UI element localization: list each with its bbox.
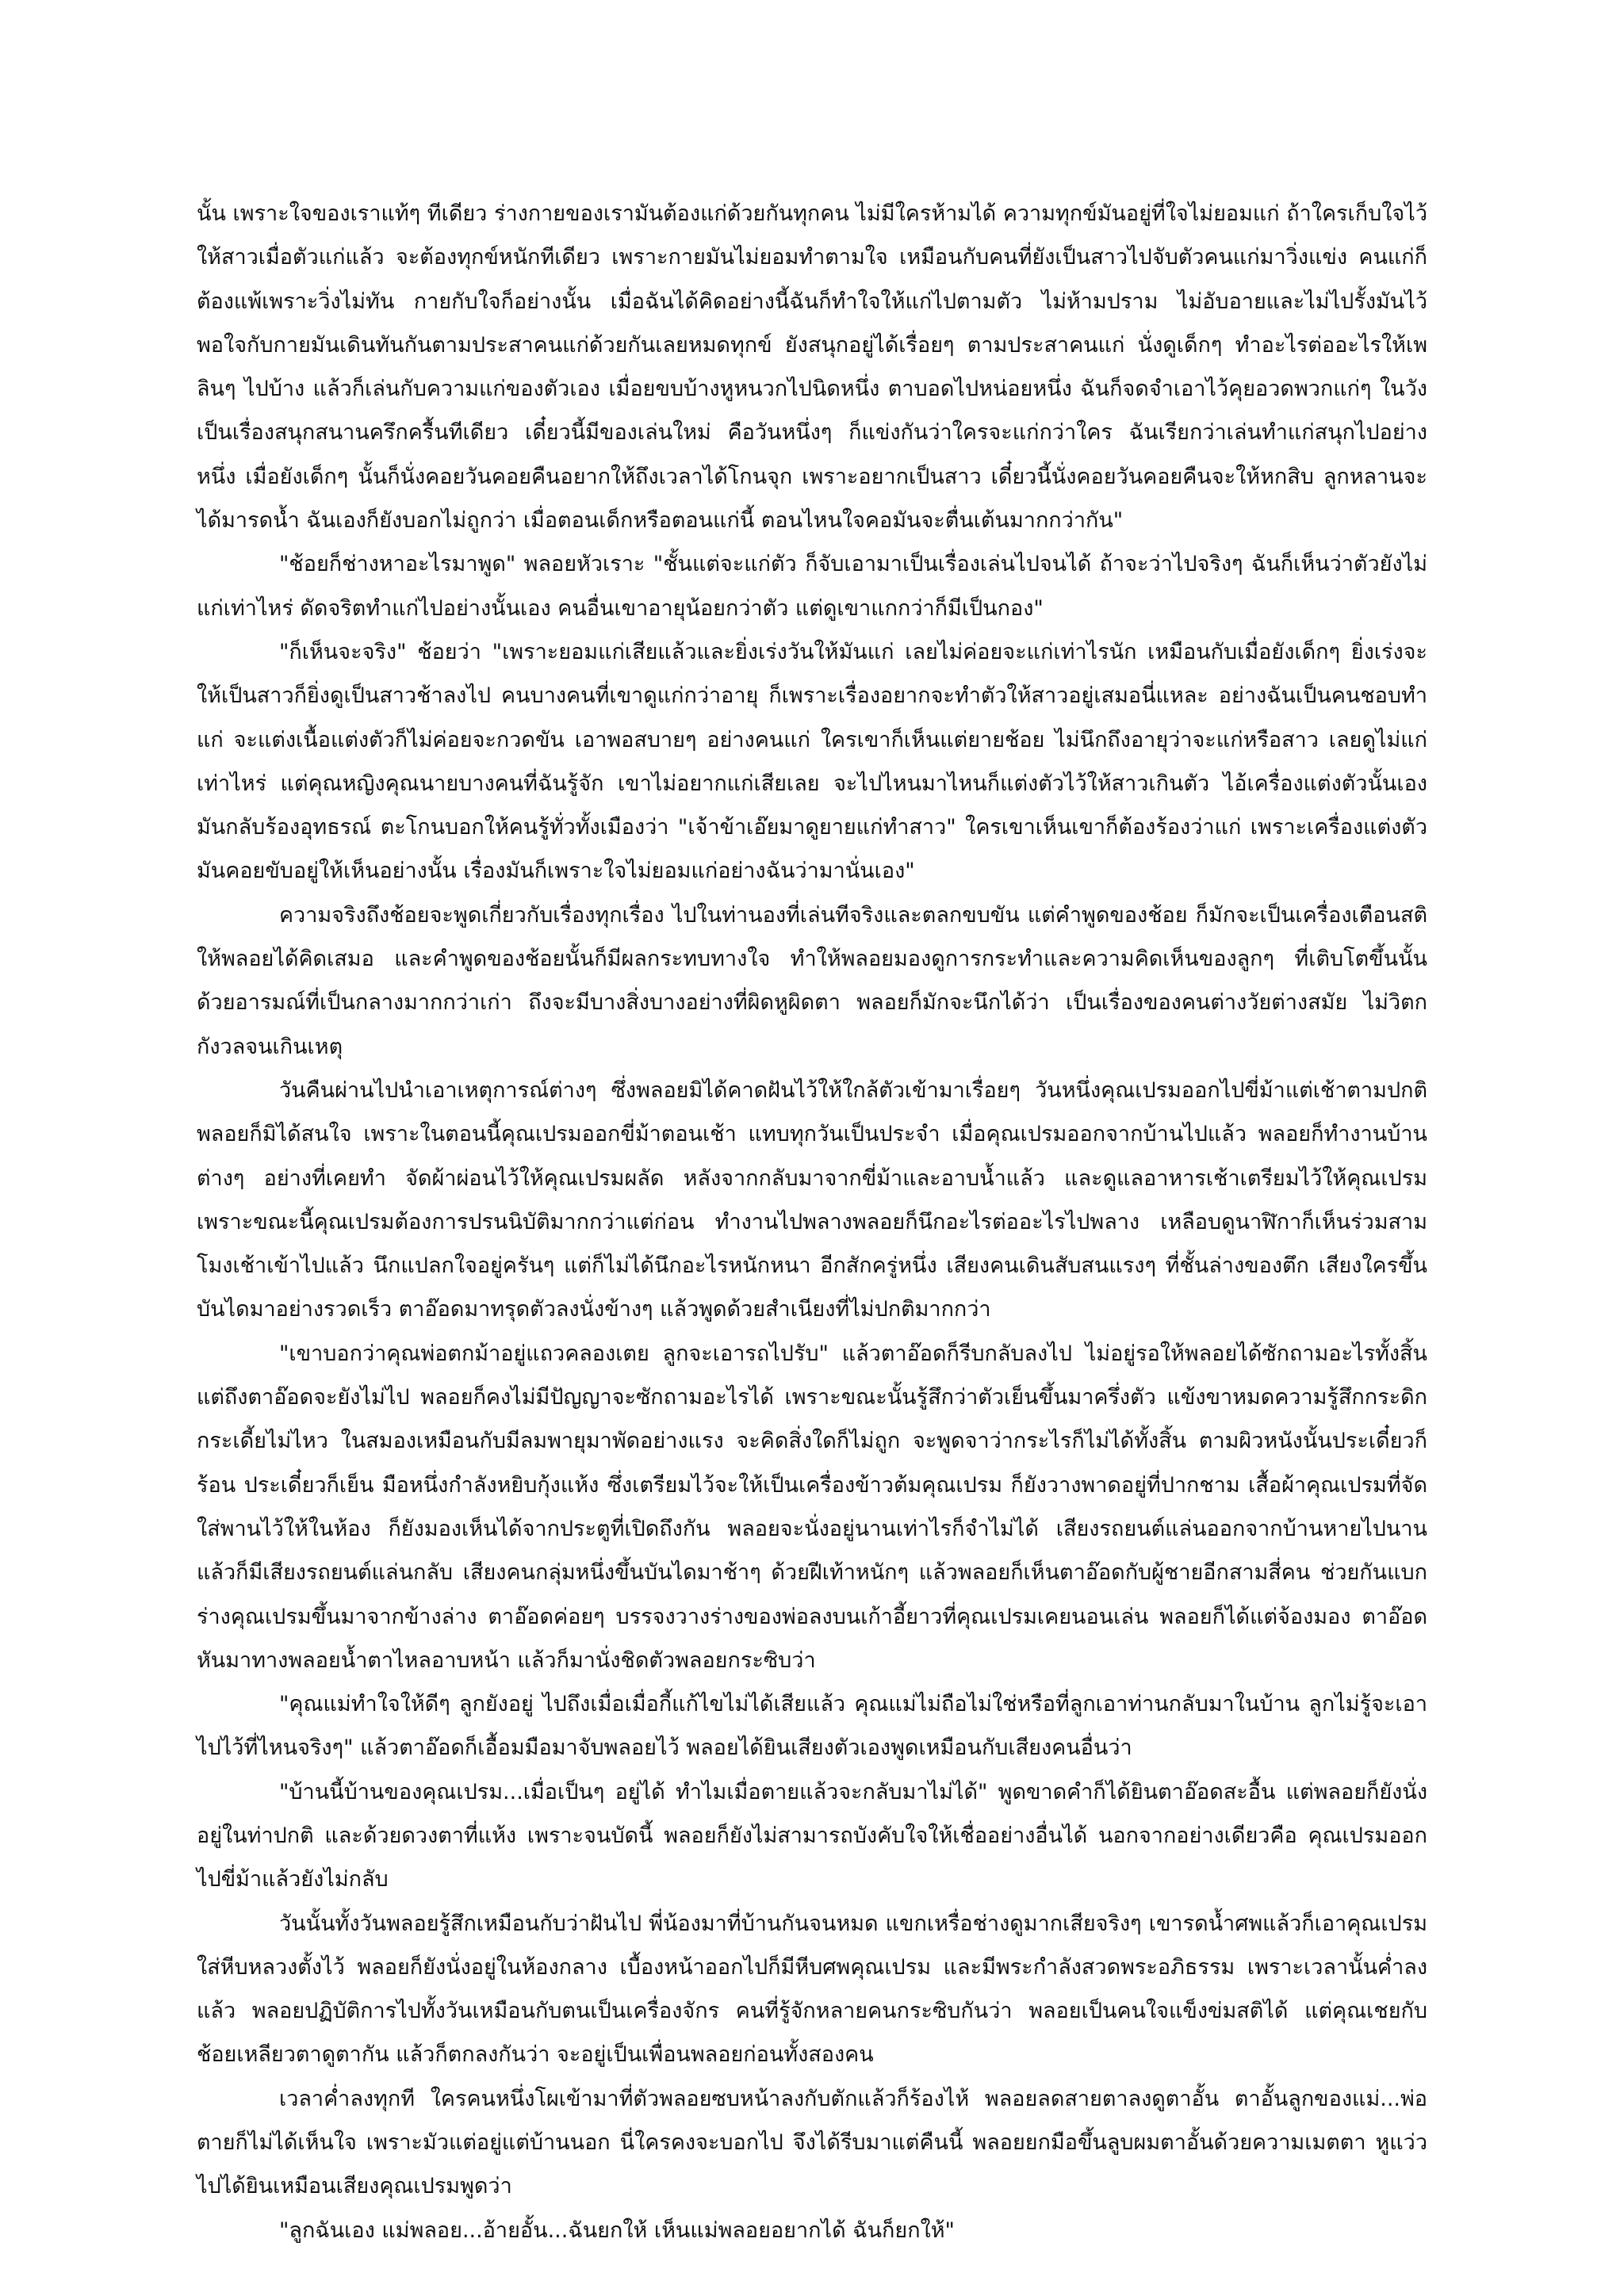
paragraph-1: นั้น เพราะใจของเราแท้ๆ ทีเดียว ร่างกายของเรามันต้องแก่ด้วยกันทุกคน ไม่มีใครห้ามได้ ความทุกข์มันอยู่ที่ใจไม่ยอมแก่ ถ้าใครเก็บใจไว้ให้สาวเมื่อตัวแก่แล้ว จะต้องทุกข์หนักทีเดียว เพราะกายมันไม่ยอมทำตามใจ เหมือนกับคนที่ยังเป็นสาวไปจับตัวคนแก่มาวิ่งแข่ง คนแก่ก็ต้องแพ้เพราะวิ่งไม่ทัน กายกับใจก็อย่างนั้น เมื่อฉันได้คิดอย่างนี้ฉันก็ทำใจให้แก่ไปตามตัว ไม่ห้ามปราม ไม่อับอายและไม่ไปรั้งมันไว้ พอใจกับกายมันเดินทันกันตามประสาคนแก่ด้วยกันเลยหมดทุกข์ ยังสนุกอยู่ได้เรื่อยๆ ตามประสาคนแก่ นั่งดูเด็กๆ ทำอะไรต่ออะไรให้เพลินๆ ไปบ้าง แล้วก็เล่นกับความแก่ของตัวเอง เมื่อยขบบ้างหูหนวกไปนิดหนึ่ง ตาบอดไปหน่อยหนึ่ง ฉันก็จดจำเอาไว้คุยอวดพวกแก่ๆ ในวัง เป็นเรื่องสนุกสนานครึกครื้นทีเดียว เดี๋ยวนี้มีของเล่นใหม่ คือวันหนึ่งๆ ก็แข่งกันว่าใครจะแก่กว่าใคร ฉันเรียกว่าเล่นทำแก่สนุกไปอย่างหนึ่ง เมื่อยังเด็กๆ นั้นก็นั่งคอยวันคอยคืนอยากให้ถึงเวลาได้โกนจุก เพราะอยากเป็นสาว เดี๋ยวนี้นั่งคอยวันคอยคืนจะให้หกสิบ ลูกหลานจะได้มารดน้ำ ฉันเองก็ยังบอกไม่ถูกว่า เมื่อตอนเด็กหรือตอนแก่นี้ ตอนไหนใจคอมันจะตื่นเต้นมากกว่ากัน": [197, 201, 1427, 534]
document-page: [197, 192, 1427, 2252]
paragraph-2: "ช้อยก็ช่างหาอะไรมาพูด" พลอยหัวเราะ "ชั้นแต่จะแก่ตัว ก็จับเอามาเป็นเรื่องเล่นไปจนได้ ถ้าจะว่าไปจริงๆ ฉันก็เห็นว่าตัวยังไม่แก่เท่าไหร่ ดัดจริตทำแก่ไปอย่างนั้นเอง คนอื่นเขาอายุน้อยกว่าตัว แต่ดูเขาแกกว่าก็มีเป็นกอง": [197, 552, 1427, 621]
paragraph-10: เวลาค่ำลงทุกที ใครคนหนึ่งโผเข้ามาที่ตัวพลอยซบหน้าลงกับตักแล้วก็ร้องไห้ พลอยลดสายตาลงดูตาอั้น ตาอั้นลูกของแม่...พ่อตายก็ไม่ได้เห็นใจ เพราะมัวแต่อยู่แต่บ้านนอก นี่ใครคงจะบอกไป จึงได้รีบมาแต่คืนนี้ พลอยยกมือขึ้นลูบผมตาอั้นด้วยความเมตตา หูแว่วไปได้ยินเหมือนเสียงคุณเปรมพูดว่า: [197, 2086, 1427, 2199]
paragraph-11: "ลูกฉันเอง แม่พลอย...อ้ายอั้น...ฉันยกให้ เห็นแม่พลอยอยากได้ ฉันก็ยกให้": [279, 2218, 955, 2243]
paragraph-3: "ก็เห็นจะจริง" ช้อยว่า "เพราะยอมแก่เสียแล้วและยิ่งเร่งวันให้มันแก่ เลยไม่ค่อยจะแก่เท่าไรนัก เหมือนกับเมื่อยังเด็กๆ ยิ่งเร่งจะให้เป็นสาวก็ยิ่งดูเป็นสาวช้าลงไป คนบางคนที่เขาดูแก่กว่าอายุ ก็เพราะเรื่องอยากจะทำตัวให้สาวอยู่เสมอนี่แหละ อย่างฉันเป็นคนชอบทำแก่ จะแต่งเนื้อแต่งตัวก็ไม่ค่อยจะกวดขัน เอาพอสบายๆ อย่างคนแก่ ใครเขาก็เห็นแต่ยายช้อย ไม่นึกถึงอายุว่าจะแก่หรือสาว เลยดูไม่แก่เท่าไหร่ แต่คุณหญิงคุณนายบางคนที่ฉันรู้จัก เขาไม่อยากแก่เสียเลย จะไปไหนมาไหนก็แต่งตัวไว้ให้สาวเกินตัว ไอ้เครื่องแต่งตัวนั้นเอง มันกลับร้องอุทธรณ์ ตะโกนบอกให้คนรู้ทั่วทั้งเมืองว่า "เจ้าข้าเอ๊ยมาดูยายแก่ทำสาว" ใครเขาเห็นเขาก็ต้องร้องว่าแก่ เพราะเครื่องแต่งตัวมันคอยขับอยู่ให้เห็นอย่างนั้น เรื่องมันก็เพราะใจไม่ยอมแก่อย่างฉันว่ามานั่นเอง": [197, 639, 1427, 884]
paragraph-4: ความจริงถึงช้อยจะพูดเกี่ยวกับเรื่องทุกเรื่อง ไปในท่านองที่เล่นทีจริงและตลกขบขัน แต่คำพูดของช้อย ก็มักจะเป็นเครื่องเตือนสติให้พลอยได้คิดเสมอ และคำพูดของช้อยนั้นก็มีผลกระทบทางใจ ทำให้พลอยมองดูการกระทำและความคิดเห็นของลูกๆ ที่เติบโตขึ้นนั้น ด้วยอารมณ์ที่เป็นกลางมากกว่าเก่า ถึงจะมีบางสิ่งบางอย่างที่ผิดหูผิดตา พลอยก็มักจะนึกได้ว่า เป็นเรื่องของคนต่างวัยต่างสมัย ไม่วิตกกังวลจนเกินเหตุ: [197, 902, 1427, 1059]
paragraph-9: วันนั้นทั้งวันพลอยรู้สึกเหมือนกับว่าฝันไป พี่น้องมาที่บ้านกันจนหมด แขกเหรื่อช่างดูมากเสียจริงๆ เขารดน้ำศพแล้วก็เอาคุณเปรมใส่หีบหลวงตั้งไว้ พลอยก็ยังนั่งอยู่ในห้องกลาง เบื้องหน้าออกไปก็มีหีบศพคุณเปรม และมีพระกำลังสวดพระอภิธรรม เพราะเวลานั้นค่ำลงแล้ว พลอยปฏิบัติการไปทั้งวันเหมือนกับตนเป็นเครื่องจักร คนที่รู้จักหลายคนกระซิบกันว่า พลอยเป็นคนใจแข็งข่มสติได้ แต่คุณเชยกับช้อยเหลียวตาดูตากัน แล้วก็ตกลงกันว่า จะอยู่เป็นเพื่อนพลอยก่อนทั้งสองคน: [197, 1911, 1427, 2068]
paragraph-6: "เขาบอกว่าคุณพ่อตกม้าอยู่แถวคลองเตย ลูกจะเอารถไปรับ" แล้วตาอ๊อดก็รีบกลับลงไป ไม่อยู่รอให้พลอยได้ซักถามอะไรทั้งสิ้น แต่ถึงตาอ๊อดจะยังไม่ไป พลอยก็คงไม่มีปัญญาจะซักถามอะไรได้ เพราะขณะนั้นรู้สึกว่าตัวเย็นขึ้นมาครึ่งตัว แข้งขาหมดความรู้สึกกระดิกกระเดี้ยไม่ไหว ในสมองเหมือนกับมีลมพายุมาพัดอย่างแรง จะคิดสิ่งใดก็ไม่ถูก จะพูดจาว่ากระไรก็ไม่ได้ทั้งสิ้น ตามผิวหนังนั้นประเดี๋ยวก็ร้อน ประเดี๋ยวก็เย็น มือหนึ่งกำลังหยิบกุ้งแห้ง ซึ่งเตรียมไว้จะให้เป็นเครื่องข้าวต้มคุณเปรม ก็ยังวางพาดอยู่ที่ปากชาม เสื้อผ้าคุณเปรมที่จัดใส่พานไว้ให้ในห้อง ก็ยังมองเห็นได้จากประตูที่เปิดถึงกัน พลอยจะนั่งอยู่นานเท่าไรก็จำไม่ได้ เสียงรถยนต์แล่นออกจากบ้านหายไปนาน แล้วก็มีเสียงรถยนต์แล่นกลับ เสียงคนกลุ่มหนึ่งขึ้นบันไดมาช้าๆ ด้วยฝีเท้าหนักๆ แล้วพลอยก็เห็นตาอ๊อดกับผู้ชายอีกสามสี่คน ช่วยกันแบกร่างคุณเปรมขึ้นมาจากข้างล่าง ตาอ๊อดค่อยๆ บรรจงวางร่างของพ่อลงบนเก้าอี้ยาวที่คุณเปรมเคยนอนเล่น พลอยก็ได้แต่จ้องมอง ตาอ๊อดหันมาทางพลอยน้ำตาไหลอาบหน้า แล้วก็มานั่งชิดตัวพลอยกระซิบว่า: [197, 1341, 1427, 1673]
paragraph-5: วันคืนผ่านไปนำเอาเหตุการณ์ต่างๆ ซึ่งพลอยมิได้คาดฝันไว้ให้ใกล้ตัวเข้ามาเรื่อยๆ วันหนึ่งคุณเปรมออกไปขี่ม้าแต่เช้าตามปกติ พลอยก็มิได้สนใจ เพราะในตอนนี้คุณเปรมออกขี่ม้าตอนเช้า แทบทุกวันเป็นประจำ เมื่อคุณเปรมออกจากบ้านไปแล้ว พลอยก็ทำงานบ้านต่างๆ อย่างที่เคยทำ จัดผ้าผ่อนไว้ให้คุณเปรมผลัด หลังจากกลับมาจากขี่ม้าและอาบน้ำแล้ว และดูแลอาหารเช้าเตรียมไว้ให้คุณเปรม เพราะขณะนี้คุณเปรมต้องการปรนนิบัติมากกว่าแต่ก่อน ทำงานไปพลางพลอยก็นึกอะไรต่ออะไรไปพลาง เหลือบดูนาฬิกาก็เห็นร่วมสามโมงเช้าเข้าไปแล้ว นึกแปลกใจอยู่ครันๆ แต่ก็ไม่ได้นึกอะไรหนักหนา อีกสักครู่หนึ่ง เสียงคนเดินสับสนแรงๆ ที่ชั้นล่างของตึก เสียงใครขึ้นบันไดมาอย่างรวดเร็ว ตาอ๊อดมาทรุดตัวลงนั่งข้างๆ แล้วพูดด้วยสำเนียงที่ไม่ปกติมากกว่า: [197, 1077, 1427, 1322]
paragraph-7: "คุณแม่ทำใจให้ดีๆ ลูกยังอยู่ ไปถึงเมื่อเมื่อกี้แก้ไขไม่ได้เสียแล้ว คุณแม่ไม่ถือไม่ใช่หรือที่ลูกเอาท่านกลับมาในบ้าน ลูกไม่รู้จะเอาไปไว้ที่ไหนจริงๆ" แล้วตาอ๊อดก็เอื้อมมือมาจับพลอยไว้ พลอยได้ยินเสียงตัวเองพูดเหมือนกับเสียงคนอื่นว่า: [197, 1692, 1427, 1761]
paragraph-8: "บ้านนี้บ้านของคุณเปรม...เมื่อเป็นๆ อยู่ได้ ทำไมเมื่อตายแล้วจะกลับมาไม่ได้" พูดขาดคำก็ได้ยินตาอ๊อดสะอื้น แต่พลอยก็ยังนั่งอยู่ในท่าปกติ และด้วยดวงตาที่แห้ง เพราะจนบัดนี้ พลอยก็ยังไม่สามารถบังคับใจให้เชื่ออย่างอื่นได้ นอกจากอย่างเดียวคือ คุณเปรมออกไปขี่ม้าแล้วยังไม่กลับ: [197, 1779, 1427, 1892]
